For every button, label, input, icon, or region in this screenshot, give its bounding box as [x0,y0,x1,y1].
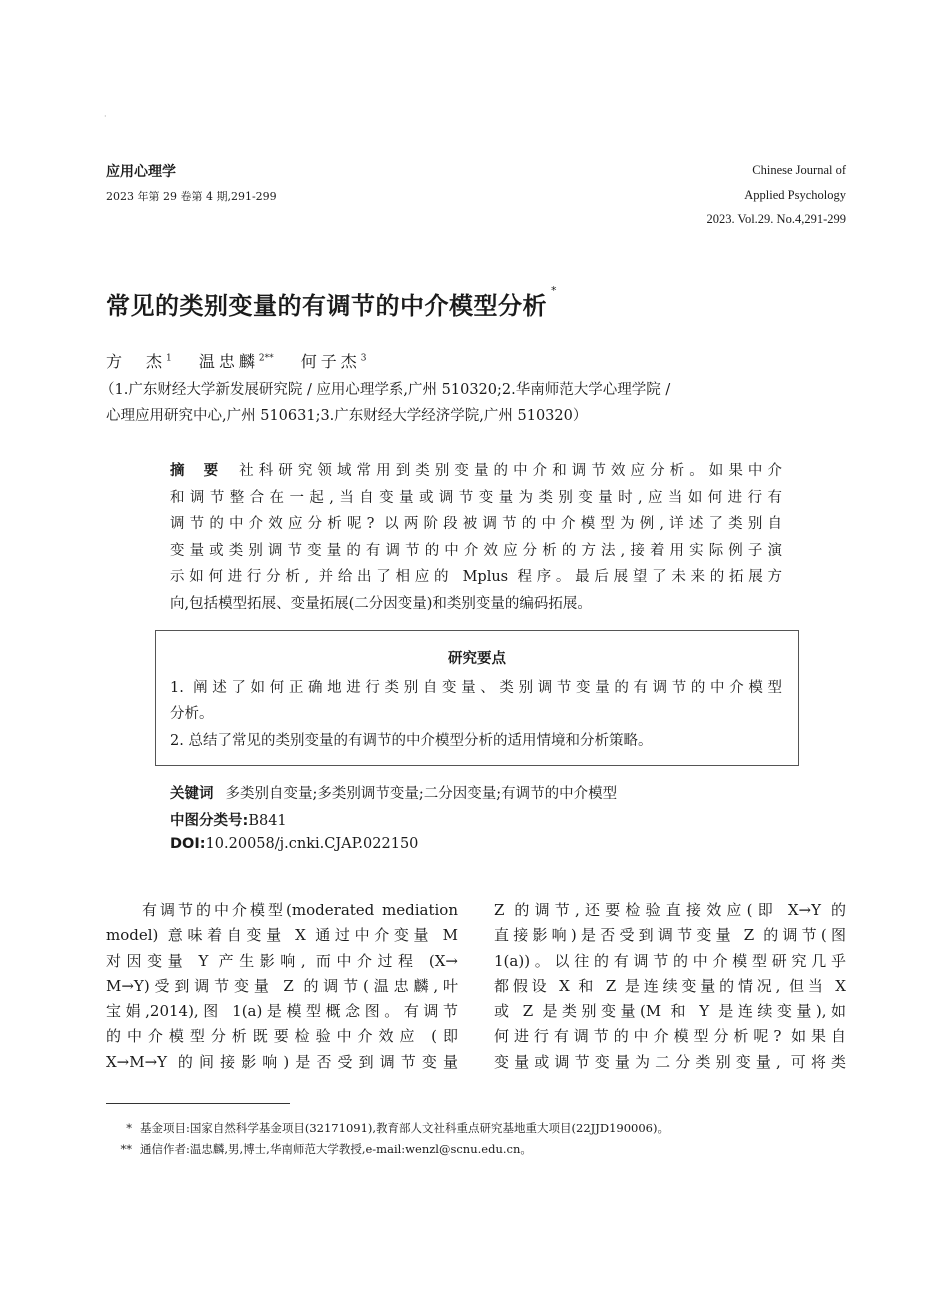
footnote-mark: * [126,1121,132,1135]
abstract [170,458,782,617]
doi-value: 10.20058/j.cnki.CJAP.022150 [205,836,419,852]
body-line: 对因变量 Y 产生影响, 而中介过程 (X→ [106,951,458,970]
body-line: 变量或调节变量为二分类别变量, 可将类 [494,1052,846,1071]
journal-name-cn: 应用心理学 [106,164,176,180]
highlights-title: 研究要点 [448,651,506,667]
title-footnote-mark: * [551,284,557,297]
highlights-box [155,630,799,766]
doi [170,836,418,852]
journal-name-en-line1: Chinese Journal of [752,163,846,177]
highlight-line: 2. 总结了常见的类别变量的有调节的中介模型分析的适用情境和分析策略。 [170,733,653,749]
issue-info-en: 2023. Vol.29. No.4,291-299 [706,212,846,226]
abstract-line: 摘要 社科研究领域常用到类别变量的中介和调节效应分析。如果中介 [170,463,782,479]
journal-name-en-line2: Applied Psychology [744,188,846,202]
body-column-left [106,898,458,1075]
footnote-text: 基金项目:国家自然科学基金项目(32171091),教育部人文社科重点研究基地重大项目(22JJD190006)。 [140,1121,669,1135]
abstract-line: 调节的中介效应分析呢? 以两阶段被调节的中介模型为例,详述了类别自 [170,516,782,532]
body-line: 有调节的中介模型(moderated mediation [106,901,458,919]
affiliation-line: （1.广东财经大学新发展研究院 / 应用心理学系,广州 510320;2.华南师范大学心理学院 / [100,382,671,398]
author: 何子杰$^3$ [300,352,367,371]
body-line: X→M→Y 的间接影响)是否受到调节变量 [106,1052,458,1071]
abstract-line: 和调节整合在一起,当自变量或调节变量为类别变量时,应当如何进行有 [170,489,782,506]
keywords-text: 多类别自变量;多类别调节变量;二分因变量;有调节的中介模型 [225,786,618,802]
keywords [170,782,617,803]
scan-mark: · [104,112,107,121]
body-line: 的中介模型分析既要检验中介效应 (即 [106,1027,458,1046]
body-line: Z 的调节,还要检验直接效应(即 X→Y 的 [494,901,846,919]
issue-info-cn: 2023 年第 29 卷第 4 期,291-299 [106,190,277,203]
footnote-divider [106,1103,290,1104]
body-line: M→Y)受到调节变量 Z 的调节(温忠麟,叶 [106,976,458,995]
author: 温忠麟$^{2**}$ [198,352,274,371]
paper-title-text: 常见的类别变量的有调节的中介模型分析 [106,292,547,320]
abstract-line: 向,包括模型拓展、变量拓展(二分因变量)和类别变量的编码拓展。 [170,595,592,612]
body-line: model) 意味着自变量 X 通过中介变量 M [106,926,458,945]
body-line: 都假设 X 和 Z 是连续变量的情况, 但当 X [494,976,846,995]
highlight-line: 分析。 [170,706,214,722]
footnote-mark: ** [120,1142,132,1156]
author-list [106,349,388,372]
highlight-line: 1. 阐述了如何正确地进行类别自变量、类别调节变量的有调节的中介模型 [170,680,782,696]
body-column-right [494,898,846,1075]
classification [170,809,287,830]
abstract-line: 变量或类别调节变量的有调节的中介效应分析的方法,接着用实际例子演 [170,542,782,559]
abstract-line: 示如何进行分析, 并给出了相应的 Mplus 程序。最后展望了未来的拓展方 [170,569,782,585]
body-line: 何进行有调节的中介模型分析呢? 如果自 [494,1027,846,1046]
paper-title [106,286,557,321]
author: 方 杰$^1$ [106,352,172,371]
body-line: 1(a))。以往的有调节的中介模型研究几乎 [494,951,846,970]
body-line: 或 Z 是类别变量(M 和 Y 是连续变量),如 [494,1002,846,1021]
affiliation-line: 心理应用研究中心,广州 510631;3.广东财经大学经济学院,广州 510320） [106,408,588,424]
footnote [96,1120,669,1136]
keywords-label: 关键词 [170,786,214,802]
footnote [96,1141,532,1157]
classification-value: B841 [248,813,287,829]
classification-label: 中图分类号: [170,813,249,829]
footnote-text: 通信作者:温忠麟,男,博士,华南师范大学教授,e-mail:wenzl@scnu.edu.cn。 [140,1142,532,1156]
body-line: 宝娟,2014),图 1(a)是模型概念图。有调节 [106,1002,458,1021]
body-line: 直接影响)是否受到调节变量 Z 的调节(图 [494,926,846,945]
doi-label: DOI: [170,836,206,852]
abstract-label: 摘要 [170,463,238,479]
